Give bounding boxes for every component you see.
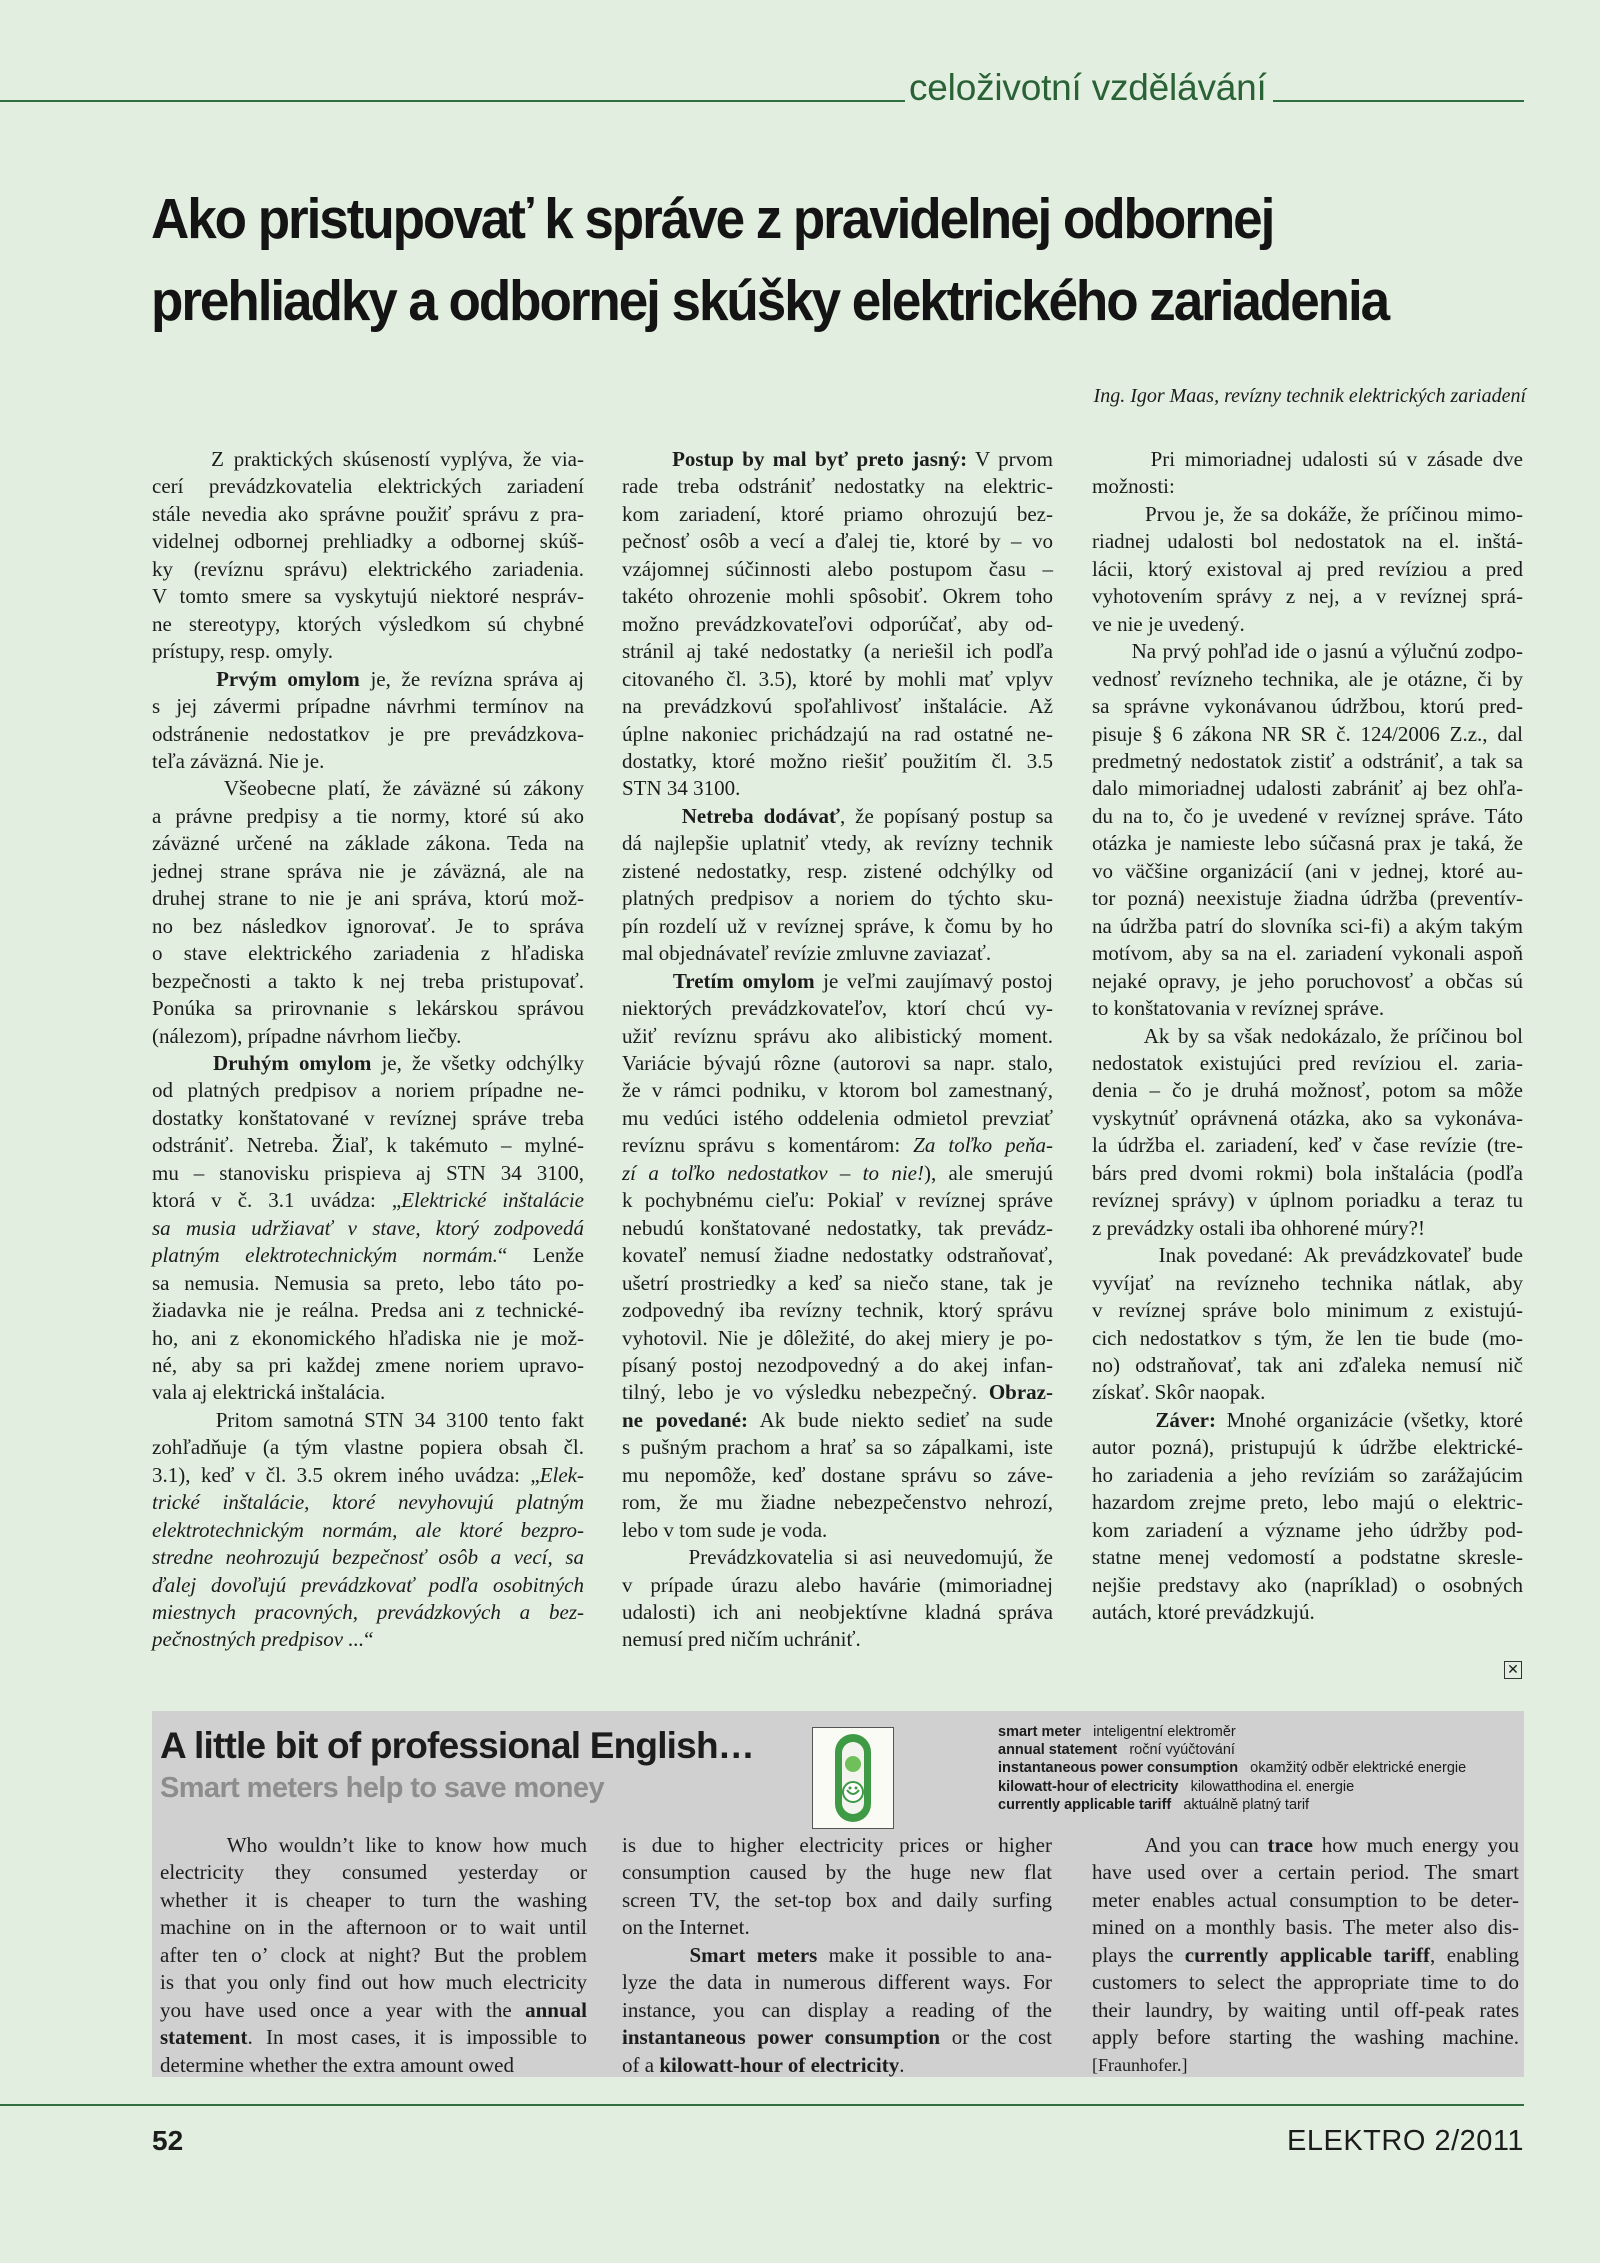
article-column-1 [152, 446, 584, 1654]
article-title-line-1: Ako pristupovať k správe z pravidelnej odbornej [151, 187, 1274, 251]
paragraph: Druhým omylom je, že všetky odchýlky od platných predpisov a noriem prípadne ne- dostatky konštatované v revíznej správe treba odstrániť. Netreba. Žiaľ, k takémuto – mylné- mu – stanovisku prispieva aj STN 34 3100, ktorá v č. 3.1 uvádza: „Elektrické inštalácie sa musia udržiavať v stave, ktorý zodpovedá platným elektrotechnickým normám.“ Lenže sa nemusia. Nemusia sa preto, lebo táto po- žiadavka nie je reálna. Predsa ani z technické- ho, ani z ekonomického hľadiska nie je mož- né, aby sa pri každej zmene noriem upravo- vala aj elektrická inštalácia. [152, 1050, 585, 1405]
paragraph: Prvou je, že sa dokáže, že príčinou mimo- riadnej udalosti bol nedostatok na el. inštá- lácii, ktorý existoval aj pred revíziou a pred vyhotovením správy z nej, a v revíznej sprá- ve nie je uvedený. [1092, 501, 1523, 636]
glossary-item: annual statement roční vyúčtování [998, 1742, 1235, 1759]
end-of-article-icon: ✕ [1504, 1661, 1522, 1679]
paragraph: Všeobecne platí, že záväzné sú zákony a právne predpisy a tie normy, ktoré sú ako záväzné určené na základe zákona. Teda na jednej strane správa nie je záväzná, ale na druhej strane to nie je ani správa, ktorú mož- no bez následkov ignorovať. Je to správa o stave elektrického zariadenia z hľadiska bezpečnosti a takto k nej treba pristupovať. Ponúka sa prirovnanie s lekárskou správou (nálezom), prípadne návrhom liečby. [152, 776, 584, 1048]
journal-issue: ELEKTRO 2/2011 [1287, 2125, 1524, 2157]
page-number: 52 [152, 2125, 184, 2156]
english-box-subtitle: Smart meters help to save money [160, 1772, 604, 1804]
paragraph: Prvým omylom je, že revízna správa aj s jej závermi prípadne návrhmi termínov na odstránenie nedostatkov je pre prevádzkova- teľa záväzná. Nie je. [152, 666, 584, 773]
paragraph: Ak by sa však nedokázalo, že príčinou bol nedostatok existujúci pred revíziou el. zaria- denia – čo je druhá možnosť, potom sa môže vyskytnúť oprávnená otázka, ako sa vykonáva- la údržba el. zariadení, keď v čase revízie (tre- bárs pred dvomi rokmi) bola inštalácia (podľa revíznej správy) v úplnom poriadku a teraz tu z prevádzky ostali iba ohhorené múry?! [1092, 1023, 1523, 1240]
paragraph: Záver: Mnohé organizácie (všetky, ktoré autor pozná), pristupujú k údržbe elektrické- ho zariadenia a jeho revíziám so zarážajúcim hazardom zrejme preto, lebo majú o elektric- kom zariadení a význame jeho údržby pod- statne menej vedomostí a podstatne skresle- nejšie predstavy ako (napríklad) o osobných autách, ktoré prevádzkujú. [1092, 1407, 1523, 1625]
paragraph: And you can trace how much energy you have used over a certain period. The smart meter enables actual consumption to be deter- mined on a monthly basis. The meter also dis- plays the currently applicable tariff, enabling customers to select the appropriate time to do their laundry, by waiting until off-peak rates apply before starting the washing machine. [Fraunhofer.] [1092, 1833, 1519, 2075]
paragraph: Postup by mal byť preto jasný: V prvom rade treba odstrániť nedostatky na elektric- kom zariadení, ktoré priamo ohrozujú bez- pečnosť osôb a vecí a ďalej tie, ktoré by – vo vzájomnej súčinnosti alebo postupom času – takéto ohrozenie mohli spôsobiť. Okrem toho možno prevádzkovateľovi odporúčať, aby od- stránil aj také nedostatky (a neriešil ich podľa citovaného čl. 3.5), ktoré by mohli mať vplyv na prevádzkovú spoľahlivosť inštalácie. Až úplne nakoniec prichádzajú na rad ostatné ne- dostatky, ktoré možno riešiť použitím čl. 3.5 STN 34 3100. [622, 447, 1053, 801]
english-column-2 [622, 1832, 1052, 2079]
paragraph: Who wouldn’t like to know how much electricity they consumed yesterday or whether it is cheaper to turn the washing machine on in the afternoon or to wait until after ten o’ clock at night? But the problem is that you only find out how much electricity you have used once a year with the annual statement. In most cases, it is impossible to determine whether the extra amount owed [160, 1833, 587, 2077]
paragraph: Tretím omylom je veľmi zaujímavý postoj niektorých prevádzkovateľov, ktorí chcú vy- užiť revíznu správu ako alibistický moment. Variácie bývajú rôzne (autorovi sa napr. stalo, že v rámci podniku, v ktorom bol zamestnaný, mu vedúci istého oddelenia odmietol prevziať revíznu správu s komentárom: Za toľko peňa- zí a toľko nedostatkov – to nie!), ale smerujú k pochybnému cieľu: Pokiaľ v revíznej správe nebudú konštatované nedostatky, tak prevádz- kovateľ nemusí žiadne nedostatky odstraňovať, ušetrí prostriedky a keď sa niečo stane, tak je zodpovedný iba revízny technik, ktorý správu vyhotovil. Nie je dôležité, do akej miery je po- písaný postoj nezodpovedný a do akej infan- tilný, lebo je vo výsledku nebezpečný. Obraz- ne povedané: Ak bude niekto sedieť na sude s pušným prachom a hrať sa so zápalkami, iste mu nepomôže, keď dostane správu so záve- rom, že mu žiadne nebezpečenstvo nehrozí, lebo v tom sude je voda. [622, 968, 1054, 1542]
paragraph: Z praktických skúseností vyplýva, že via- cerí prevádzkovatelia elektrických zariadení stále nevedia ako správne použiť správu z pra- videlnej odbornej prehliadky a odbornej skúš- ky (revíznu správu) elektrického zariadenia. V tomto smere sa vyskytujú niektoré nespráv- ne stereotypy, ktorých výsledkom sú chybné prístupy, resp. omyly. [152, 447, 584, 664]
smart-meter-icon [812, 1727, 894, 1829]
paragraph: Inak povedané: Ak prevádzkovateľ bude vyvíjať na revízneho technika nátlak, aby v revíznej správe bolo minimum z existujú- cich nedostatkov s tým, že len tie bude (mo- no) odstraňovať, tak ani zďaleka nemusí nič získať. Skôr naopak. [1092, 1243, 1523, 1405]
glossary-item: smart meter inteligentní elektroměr [998, 1724, 1236, 1740]
section-title: celoživotní vzdělávání [905, 66, 1273, 110]
glossary-item: instantaneous power consumption okamžitý odběr elektrické energie [998, 1760, 1467, 1777]
paragraph: Pri mimoriadnej udalosti sú v zásade dve možnosti: [1092, 447, 1523, 499]
paragraph: Pritom samotná STN 34 3100 tento fakt zohľadňuje (a tým vlastne popiera obsah čl. 3.1), keď v čl. 3.5 okrem iného uvádza: „Elek- trické inštalácie, ktoré nevyhovujú platným elektrotechnickým normám, ale ktoré bezpro- stredne neohrozujú bezpečnosť osôb a vecí, sa ďalej dovoľujú prevádzkovať podľa osobitných miestnych pracovných, prevádzkových a bez- pečnostných predpisov ...“ [152, 1407, 584, 1652]
paragraph: Na prvý pohľad ide o jasnú a výlučnú zodpo- vednosť revízneho technika, ale je otázne, či by sa správne vykonávanou údržbou, ktorú pred- pisuje § 6 zákona NR SR č. 124/2006 Z.z., dal predmetný nedostatok zistiť a odstrániť, a tak sa dalo mimoriadnej udalosti zabrániť aj bez ohľa- du na to, čo je uvedené v revíznej správe. Táto otázka je namieste lebo súčasná prax je taká, že vo väčšine organizácií (ani v jednej, ktoré au- tor pozná) neexistuje žiadna údržba (preventív- na údržba patrí do slovníka sci-fi) a akým takým motívom, aby sa na el. zariadení vykonali aspoň nejaké opravy, je jeho poruchovosť a občas sú to konštatovania v revíznej správe. [1092, 639, 1523, 1021]
paragraph: Prevádzkovatelia si asi neuvedomujú, že v prípade úrazu alebo havárie (mimoriadnej udalosti) ich ani neobjektívne kladná správa nemusí pred ničím uchrániť. [622, 1545, 1053, 1652]
glossary-item: kilowatt-hour of electricity kilowatthodina el. energie [998, 1778, 1355, 1795]
header-rule [0, 100, 1524, 102]
author-line: Ing. Igor Maas, revízny technik elektrických zariadení [1093, 385, 1526, 407]
paragraph: is due to higher electricity prices or higher consumption caused by the huge new flat screen TV, the set-top box and daily surfing on the Internet. [622, 1833, 1052, 1940]
paragraph: Netreba dodávať, že popísaný postup sa dá najlepšie uplatniť vtedy, ak revízny technik zistené nedostatky, resp. zistené odchýlky od platných predpisov a noriem do týchto sku- pín rozdelí už v revíznej správe, k čomu by ho mal objednávateľ revízie zmluvne zaviazať. [622, 803, 1053, 966]
paragraph: Smart meters make it possible to ana- lyze the data in numerous different ways. For instance, you can display a reading of the instantaneous power consumption or the cost of a kilowatt-hour of electricity. [622, 1942, 1053, 2077]
glossary [998, 1723, 1466, 1814]
article-title-line-2: prehliadky a odbornej skúšky elektrického zariadenia [151, 269, 1389, 333]
glossary-item: currently applicable tariff aktuálně platný tarif [998, 1796, 1310, 1813]
article-column-2 [622, 446, 1053, 1654]
article-title [151, 178, 1453, 342]
english-column-1 [160, 1832, 587, 2079]
article-column-3 [1092, 446, 1523, 1626]
english-box-title: A little bit of professional English… [160, 1725, 754, 1766]
footer-rule [0, 2104, 1524, 2106]
english-column-3 [1092, 1832, 1519, 2079]
